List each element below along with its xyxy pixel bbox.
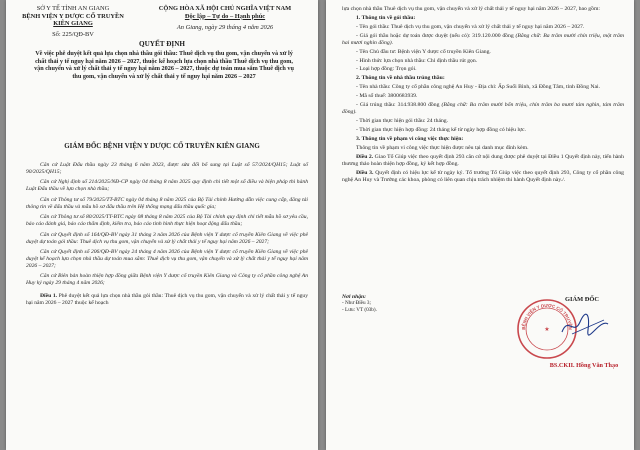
basis-item: Căn cứ Quyết định số 206/QĐ-BV ngày 24 tháng 4 năm 2026 của Bệnh viện Y dược cổ truyền Kiên Giang về việc phê duyệt kế hoạch lựa chọn nhà thầu dự toán mua sắm: Thuê dịch vụ thu gom, vận chuyển và xử lý chất thải y tế nguy hại năm 2026 – 2027; bbox=[26, 248, 308, 269]
article-1 bbox=[26, 293, 308, 307]
article-1-label: Điều 1. bbox=[40, 293, 58, 300]
article-3 bbox=[342, 170, 624, 184]
org-ministry: SỞ Y TẾ TỈNH AN GIANG bbox=[36, 5, 110, 12]
issuing-organization bbox=[18, 5, 128, 38]
selection-method: - Hình thức lựa chọn nhà thầu: Chỉ định thầu rút gọn. bbox=[356, 57, 478, 64]
handwritten-signature bbox=[558, 310, 614, 340]
basis-item: Căn cứ Biên bản hoàn thiện hợp đồng giữa Bệnh viện Y dược cổ truyền Kiên Giang và Công ty cổ phần công nghệ An Huy ký ngày 29 tháng 4 năm 2026; bbox=[26, 273, 308, 287]
section-scope-title: 3. Thông tin về phạm vi công việc thực hiện: bbox=[356, 135, 464, 142]
winning-price-value: - Giá trúng thầu: 314.938.800 đồng bbox=[356, 102, 440, 108]
signer-title: GIÁM ĐỐC bbox=[565, 296, 599, 303]
basis-item: Căn cứ Quyết định số 164/QĐ-BV ngày 31 tháng 3 năm 2026 của Bệnh viện Y dược cổ truyền Kiên Giang về việc phê duyệt dự toán gói thầu: Thuê dịch vụ thu gom, vận chuyển và xử lý chất thải y tế nguy hại năm 2026 – 2027; bbox=[26, 231, 308, 245]
contractor-tax-code: - Mã số thuế: 3800683939. bbox=[356, 93, 418, 100]
contract-duration: - Thời gian thực hiện hợp đồng: 24 tháng kể từ ngày hợp đồng có hiệu lực. bbox=[356, 126, 526, 133]
org-hospital: BỆNH VIỆN Y DƯỢC CỔ TRUYỀN bbox=[22, 12, 124, 20]
document-title: QUYẾT ĐỊNH bbox=[139, 40, 185, 48]
article-3-label: Điều 3. bbox=[356, 169, 374, 176]
article-2-label: Điều 2. bbox=[356, 153, 374, 160]
article-3-text: Quyết định có hiệu lực kể từ ngày ký. Tổ trưởng Tổ Giúp việc theo quyết định 293, Công ty cổ phần công nghệ An Huy và Trưởng các khoa, phòng có liên quan chịu trách nhiệm thi hành Quyết định này./. bbox=[342, 169, 625, 183]
signer-name: BS.CKII. Hồng Văn Thạo bbox=[549, 362, 619, 369]
package-duration: - Thời gian thực hiện gói thầu: 24 tháng. bbox=[356, 117, 449, 124]
recipient-item: - Lưu: VT (03b). bbox=[342, 306, 377, 313]
national-header bbox=[134, 5, 316, 32]
decision-body bbox=[342, 6, 624, 186]
document-date: An Giang, ngày 29 tháng 4 năm 2026 bbox=[176, 24, 274, 32]
winning-price-words: (Bằng chữ: Ba trăm mười bốn triệu, chín trăm ba mươi tám nghìn, tám trăm đồng). bbox=[342, 102, 624, 116]
investor: - Tên Chủ đầu tư: Bệnh viện Y dược cổ truyền Kiên Giang. bbox=[356, 48, 491, 55]
package-price-words: (Bằng chữ: Ba trăm mười chín triệu, một trăm hai mươi nghìn đồng). bbox=[342, 32, 625, 46]
nation-motto: Độc lập – Tự do – Hạnh phúc bbox=[184, 12, 266, 20]
contract-type: - Loại hợp đồng: Trọn gói. bbox=[356, 66, 417, 73]
basis-item: Căn cứ Luật Đấu thầu ngày 23 tháng 6 năm 2023, được sửa đổi bổ sung tại Luật số 57/2024/QH15; Luật số 90/2025/QH15; bbox=[26, 162, 308, 175]
package-price bbox=[342, 33, 624, 47]
article-2 bbox=[342, 154, 624, 168]
package-price-value: - Giá gói thầu hoặc dự toán được duyệt (nếu có): 319.120.000 đồng bbox=[356, 32, 514, 39]
contractor-name: - Tên nhà thầu: Công ty cổ phần công nghệ An Huy - Địa chỉ: Ấp Suối Bình, xã Đồng Tâm, tỉnh Đồng Nai. bbox=[356, 84, 601, 91]
article-1-continuation: lựa chọn nhà thầu Thuê dịch vụ thu gom, vận chuyển và xử lý chất thải y tế nguy hại năm 2026 – 2027, bao gồm: bbox=[342, 6, 600, 12]
document-page-1 bbox=[6, 0, 318, 450]
basis-item: Căn cứ Thông tư số 80/2025/TT-BTC ngày 08 tháng 8 năm 2025 của Bộ Tài chính quy định chi tiết mẫu hồ sơ yêu cầu, báo cáo đánh giá, báo cáo thẩm định, kiểm tra, báo cáo tình hình thực hiện hoạt động đấu thầu; bbox=[26, 214, 308, 228]
scope-text: Thông tin về phạm vi công việc thực hiện được nêu tại danh mục đính kèm. bbox=[356, 144, 529, 151]
basis-item: Căn cứ Thông tư số 79/2025/TT-BTC ngày 04 tháng 8 năm 2025 của Bộ Tài chính Hướng dẫn việc cung cấp, đăng tải thông tin về đấu thầu và mẫu hồ sơ đấu thầu trên Hệ thống mạng đấu thầu quốc gia; bbox=[26, 196, 308, 210]
nation-name: CỘNG HÒA XÃ HỘI CHỦ NGHĨA VIỆT NAM bbox=[158, 5, 292, 12]
section-contractor-title: 2. Thông tin về nhà thầu trúng thầu: bbox=[356, 75, 445, 82]
authority-heading: GIÁM ĐỐC BỆNH VIỆN Y DƯỢC CỔ TRUYỀN KIÊN GIANG bbox=[64, 142, 260, 150]
recipient-item: - Như Điều 3; bbox=[342, 300, 371, 307]
recipients-title: Nơi nhận: bbox=[342, 294, 366, 300]
basis-item: Căn cứ Nghị định số 214/2025/NĐ-CP ngày 04 tháng 8 năm 2025 quy định chi tiết một số điều và biện pháp thi hành Luật Đấu thầu về lựa chọn nhà thầu; bbox=[26, 179, 308, 193]
article-1-text: Phê duyệt kết quả lựa chọn nhà thầu gói thầu: Thuê dịch vụ thu gom, vận chuyển và xử lý chất thải y tế nguy hại năm 2026 – 2027 thuộc kế hoạch bbox=[26, 293, 309, 307]
org-province: KIÊN GIANG bbox=[53, 20, 93, 28]
winning-price bbox=[342, 102, 624, 116]
package-name: - Tên gói thầu: Thuê dịch vụ thu gom, vận chuyển và xử lý chất thải y tế nguy hại năm 2026 – 2027. bbox=[356, 23, 585, 30]
recipients-block bbox=[342, 294, 452, 313]
document-number: Số: 225/QĐ-BV bbox=[52, 30, 94, 38]
document-page-2 bbox=[326, 0, 634, 450]
legal-bases bbox=[26, 162, 308, 311]
document-subject: Về việc phê duyệt kết quả lựa chọn nhà thầu gói thầu: Thuê dịch vụ thu gom, vận chuyển và xử lý chất thải y tế nguy hại năm 2026 – 2027, thuộc kế hoạch lựa chọn nhà thầu Thuê dịch vụ thu gom, vận chuyển và xử lý chất thải y tế nguy hại năm 2026 – 2027, thuộc dự toán mua sắm Thuê dịch vụ thu gom, vận chuyển và xử lý chất thải y tế nguy hại năm 2026 – 2027 bbox=[34, 50, 294, 80]
article-2-text: Giao Tổ Giúp việc theo quyết định 293 căn cứ nội dung được phê duyệt tại Điều 1 Quyết định này, tiến hành thương thảo hoàn thiện hợp đồng, ký kết hợp đồng. bbox=[342, 153, 624, 167]
svg-text:BỆNH VIỆN Y DƯỢC CỔ TRUYỀN: BỆNH VIỆN Y DƯỢC CỔ TRUYỀN bbox=[520, 302, 574, 330]
svg-text:★: ★ bbox=[544, 327, 550, 333]
section-package-title: 1. Thông tin về gói thầu: bbox=[356, 14, 416, 21]
